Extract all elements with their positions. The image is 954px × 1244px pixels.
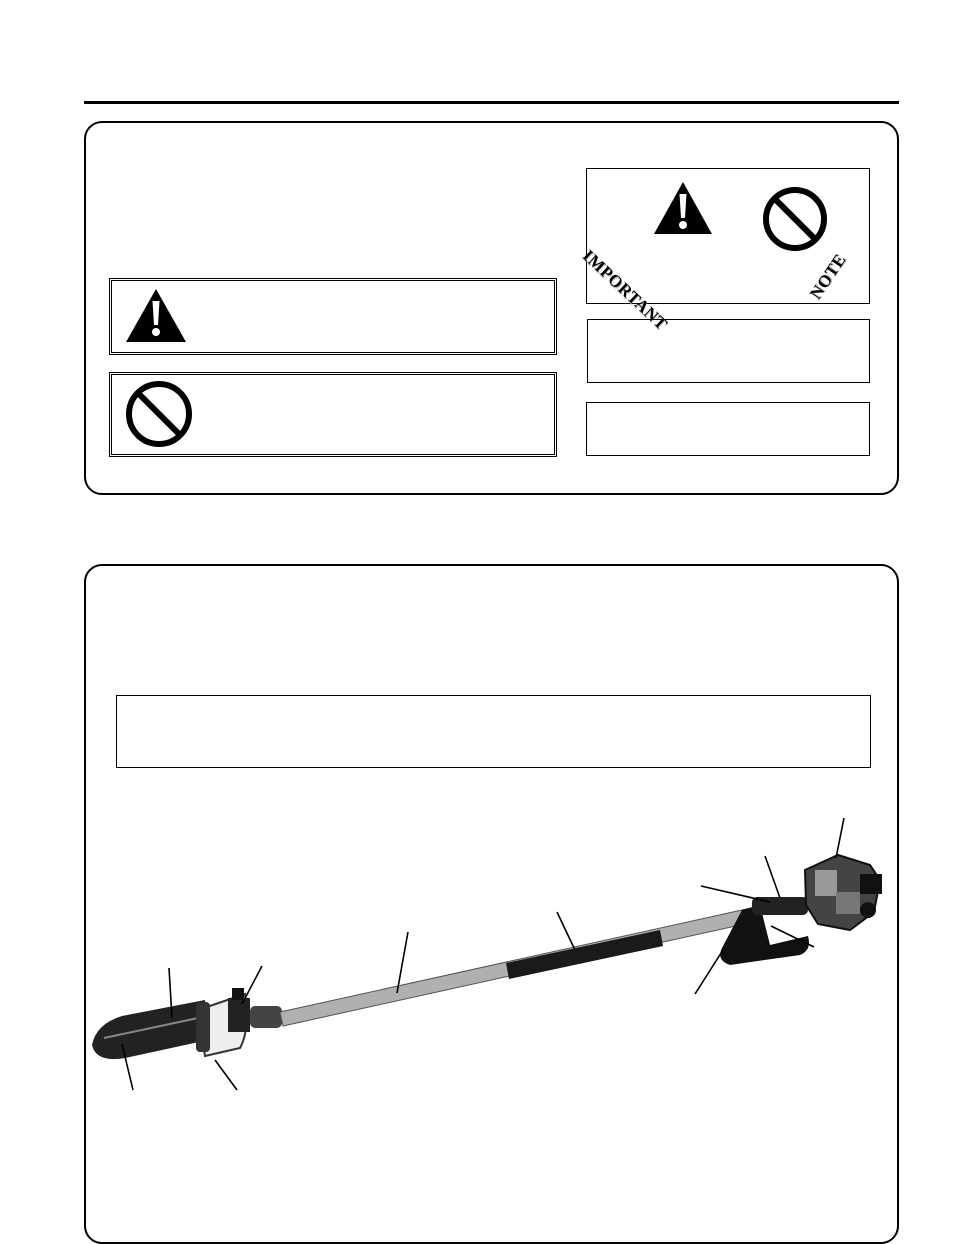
engine: [805, 855, 882, 930]
important-label: IMPORTANT: [579, 246, 672, 334]
shaft: [280, 906, 763, 1026]
front-handle: [720, 897, 809, 965]
note-label: NOTE: [806, 250, 850, 303]
cutting-head: [196, 988, 282, 1056]
guide-bar: [92, 1000, 208, 1059]
